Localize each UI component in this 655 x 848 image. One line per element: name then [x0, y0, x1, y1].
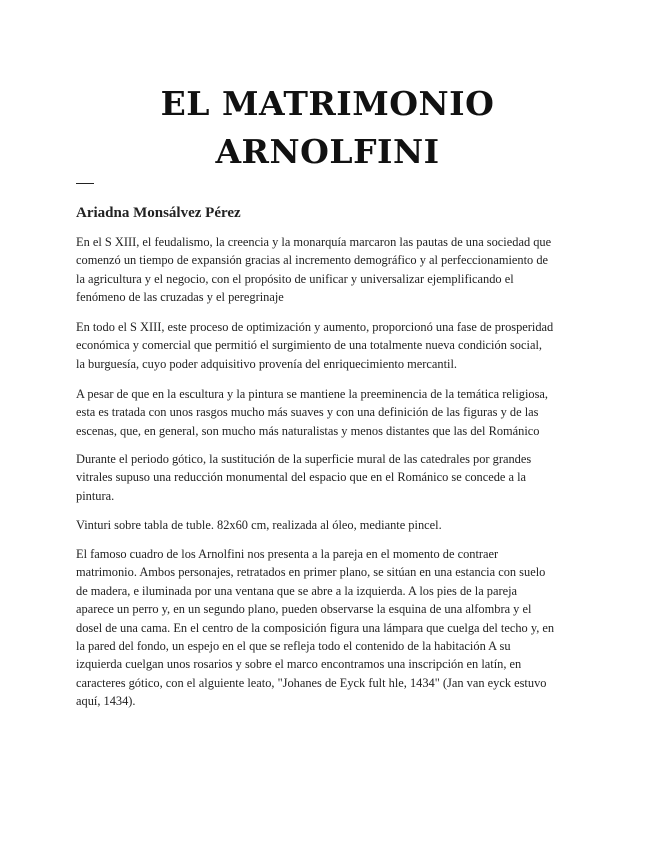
- paragraph-line: de madera, e iluminada por una ventana que se abre a la izquierda. A los pies de la pareja: [76, 583, 518, 598]
- paragraph-line: matrimonio. Ambos personajes, retratados en primer plano, se sitúan en una estancia con suelo: [76, 565, 546, 580]
- title-divider: [76, 183, 94, 184]
- paragraph-line: comenzó un tiempo de expansión gracias al incremento demográfico y al perfeccionamiento de: [76, 253, 549, 268]
- paragraph-4: [76, 450, 586, 505]
- paragraph-line: la burguesía, cuyo poder adquisitivo provenía del enriquecimiento mercantil.: [76, 356, 458, 371]
- paragraph-line: El famoso cuadro de los Arnolfini nos presenta a la pareja en el momento de contraer: [76, 547, 499, 561]
- paragraph-6: [76, 545, 586, 711]
- paragraph-line: vitrales supuso una reducción monumental del espacio que en el Románico se concede a la: [76, 470, 527, 485]
- paragraph-3: [76, 385, 586, 440]
- paragraph-line: fenómeno de las cruzadas y el peregrinaje: [76, 290, 284, 305]
- paragraph-line: En el S XIII, el feudalismo, la creencia y la monarquía marcaron las pautas de una sociedad que: [76, 235, 552, 249]
- paragraph-line: caracteres gótico, con el alguiente leato, "Johanes de Eyck fult hle, 1434" (Jan van eyck estuvo: [76, 675, 547, 690]
- document-title-line-2: ARNOLFINI: [215, 132, 440, 171]
- paragraph-line: la agricultura y el negocio, con el propósito de unificar y universalizar ejemplificando el: [76, 271, 514, 286]
- document-title-line-1: EL MATRIMONIO: [160, 84, 495, 123]
- paragraph-line: pintura.: [76, 488, 115, 503]
- paragraph-line: esta es tratada con unos rasgos mucho más suaves y con una definición de las figuras y de las: [76, 405, 539, 420]
- paragraph-5: [76, 516, 586, 534]
- paragraph-line: aparece un perro y, en un segundo plano, pueden observarse la esquina de una alfombra y el: [76, 602, 532, 617]
- paragraph-line: izquierda cuelgan unos rosarios y sobre el marco encontramos una inscripción en latín, en: [76, 657, 522, 672]
- paragraph-line: aquí, 1434).: [76, 694, 136, 709]
- paragraph-line: A pesar de que en la escultura y la pintura se mantiene la preeminencia de la temática religiosa,: [76, 387, 549, 401]
- paragraph-line: dosel de una cama. En el centro de la composición figura una lámpara que cuelga del techo y, en: [76, 620, 555, 635]
- paragraph-line: Durante el periodo gótico, la sustitución de la superficie mural de las catedrales por grandes: [76, 452, 532, 466]
- paragraph-2: [76, 318, 586, 373]
- paragraph-1: [76, 233, 586, 307]
- paragraph-line: la pared del fondo, un espejo en el que se refleja todo el contenido de la habitación A su: [76, 639, 511, 654]
- paragraph-line: económica y comercial que permitió el surgimiento de una totalmente nueva condición social,: [76, 338, 542, 353]
- author-name: Ariadna Monsálvez Pérez: [76, 205, 241, 221]
- paragraph-line: Vinturi sobre tabla de tuble. 82x60 cm, realizada al óleo, mediante pincel.: [76, 518, 442, 532]
- paragraph-line: En todo el S XIII, este proceso de optimización y aumento, proporcionó una fase de prosperidad: [76, 320, 554, 334]
- paragraph-line: escenas, que, en general, son mucho más naturalistas y menos distantes que las del Románico: [76, 423, 540, 438]
